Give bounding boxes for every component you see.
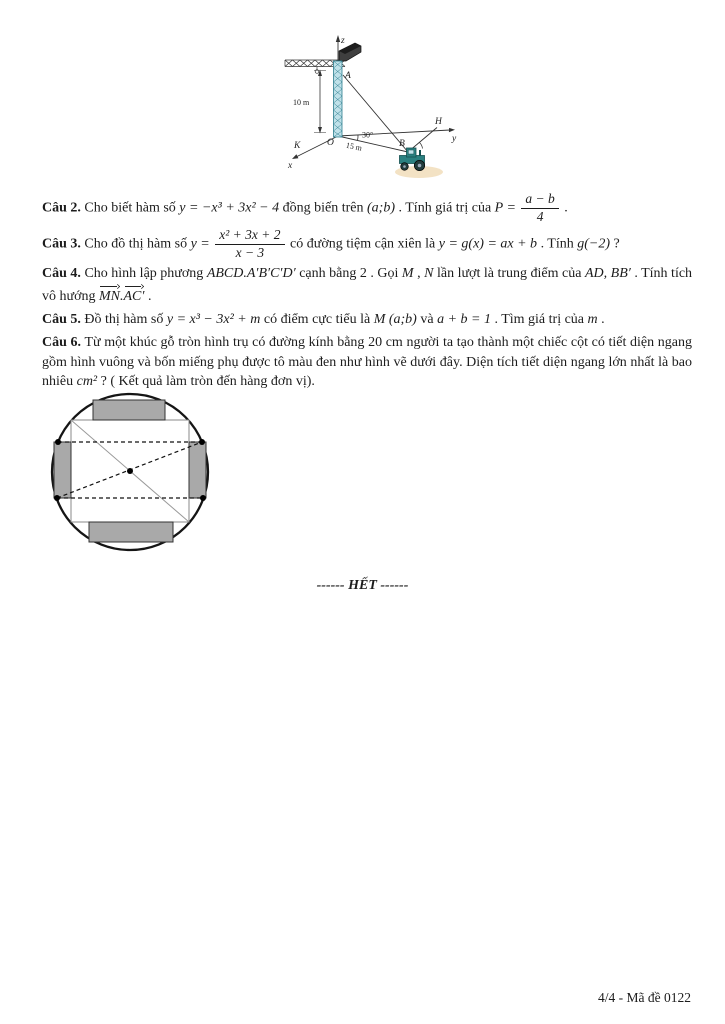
question-3-math: y = <box>190 236 210 252</box>
question-6-text: ? ( Kết quả làm tròn đến hàng đơn vị). <box>100 373 315 389</box>
question-4-text: . <box>147 288 152 304</box>
question-3-label: Câu 3. <box>42 236 81 252</box>
question-4-text: cạnh bằng <box>299 266 360 282</box>
dot-right-lower <box>200 495 206 501</box>
page-footer: 4/4 - Mã đề 0122 <box>598 990 691 1005</box>
crane-figure <box>283 30 463 182</box>
dot-center <box>127 468 133 474</box>
question-2-label: Câu 2. <box>42 200 81 216</box>
question-5-text: . <box>601 311 605 327</box>
shaded-piece-bottom <box>89 522 173 542</box>
question-5-math: m <box>587 311 598 327</box>
question-5-text: Đồ thị hàm số <box>84 311 167 327</box>
dot-left-upper <box>55 439 61 445</box>
angle-arc-30 <box>358 135 359 141</box>
fraction-denominator: 4 <box>536 208 544 224</box>
vector-MN: MN <box>99 284 120 306</box>
shaded-piece-left <box>54 442 71 498</box>
question-2-math: y = −x³ + 3x² − 4 <box>179 200 280 216</box>
label-A: A <box>345 71 351 81</box>
label-O: O <box>327 138 334 148</box>
question-4-math: N <box>424 266 434 282</box>
fraction-denominator: x − 3 <box>235 244 265 260</box>
label-x: x <box>288 161 293 171</box>
fraction-numerator: x² + 3x + 2 <box>215 228 284 245</box>
label-B: B <box>399 139 405 149</box>
question-2-text: đồng biến trên <box>282 200 367 216</box>
crane-mast <box>334 61 343 137</box>
question-4-math: ABCD.A′B′C′D′ <box>206 266 296 282</box>
question-4-math: AD, BB′ <box>584 266 631 282</box>
question-3-text: ? <box>613 236 620 252</box>
question-3 <box>42 228 692 260</box>
question-5-text: và <box>420 311 438 327</box>
question-6-label: Câu 6. <box>42 335 82 351</box>
question-5-text: có điểm cực tiểu là <box>263 311 374 327</box>
question-4 <box>42 264 692 306</box>
question-5-math: M (a;b) <box>373 311 417 327</box>
dimension-10m <box>314 70 326 134</box>
fraction-P <box>521 192 558 224</box>
question-6-text: Từ một khúc gỗ tròn hình trụ có đường kính bằng 20 cm người ta tạo thành một chiếc cột có tiết diện ngang gồm hình vuông và bốn miếng phụ được tô màu đen như hình vẽ dưới đây. Diện tích tiết diện ngang lớn nhất là bao nhiêu <box>42 335 693 389</box>
question-2-text: . <box>564 200 568 216</box>
question-2-math: P = <box>494 200 516 216</box>
label-H: H <box>435 117 442 127</box>
dot-left-lower <box>54 495 60 501</box>
question-4-math: M <box>401 266 414 282</box>
dot-operator: . <box>120 288 124 304</box>
label-30deg: 30° <box>362 130 374 140</box>
question-3-math: y = g(x) = ax + b <box>438 236 538 252</box>
question-6 <box>42 333 692 391</box>
question-4-text: Cho hình lập phương <box>84 266 207 282</box>
question-5-math: y = x³ − 3x² + m <box>166 311 261 327</box>
question-4-math: 2 <box>359 266 367 282</box>
y-axis-arrow-icon <box>449 128 455 132</box>
question-5 <box>42 310 692 329</box>
question-2-text: . Tính giá trị của <box>398 200 495 216</box>
label-15m: 15 m <box>345 140 363 153</box>
question-6-math: cm² <box>76 373 98 389</box>
question-2-math: (a;b) <box>367 200 395 216</box>
question-5-label: Câu 5. <box>42 311 81 327</box>
questions-block <box>42 192 692 395</box>
dot-right-upper <box>199 439 205 445</box>
angle-arc-B <box>420 143 423 149</box>
shaded-piece-top <box>93 400 165 420</box>
x-axis-arrow-icon <box>292 154 298 159</box>
question-5-math: a + b = 1 <box>437 311 491 327</box>
question-2 <box>42 192 692 224</box>
fraction-numerator: a − b <box>521 192 558 209</box>
end-marker: ------ HẾT ------ <box>316 578 409 593</box>
label-z: z <box>341 36 345 46</box>
question-3-text: có đường tiệm cận xiên là <box>290 236 439 252</box>
question-4-text: lần lượt là trung điểm của <box>436 266 585 282</box>
vector-AC-prime: AC′ <box>124 284 145 306</box>
label-10m: 10 m <box>293 98 310 107</box>
question-4-text: . Gọi <box>370 266 402 282</box>
question-3-math: g(−2) <box>577 236 611 252</box>
question-4-label: Câu 4. <box>42 266 81 282</box>
question-2-text: Cho biết hàm số <box>84 200 180 216</box>
question-4-text: , <box>417 266 425 282</box>
question-4-text: . Tính tích vô hướng <box>42 266 693 304</box>
question-5-text: . Tìm giá trị của <box>494 311 588 327</box>
z-axis-arrow-icon <box>336 35 340 42</box>
shaded-piece-right <box>189 442 206 498</box>
fraction-rational <box>215 228 284 260</box>
label-y: y <box>452 134 457 144</box>
cross-section-figure <box>42 386 222 578</box>
question-3-text: Cho đồ thị hàm số <box>84 236 191 252</box>
question-3-text: . Tính <box>540 236 578 252</box>
label-K: K <box>294 141 301 151</box>
